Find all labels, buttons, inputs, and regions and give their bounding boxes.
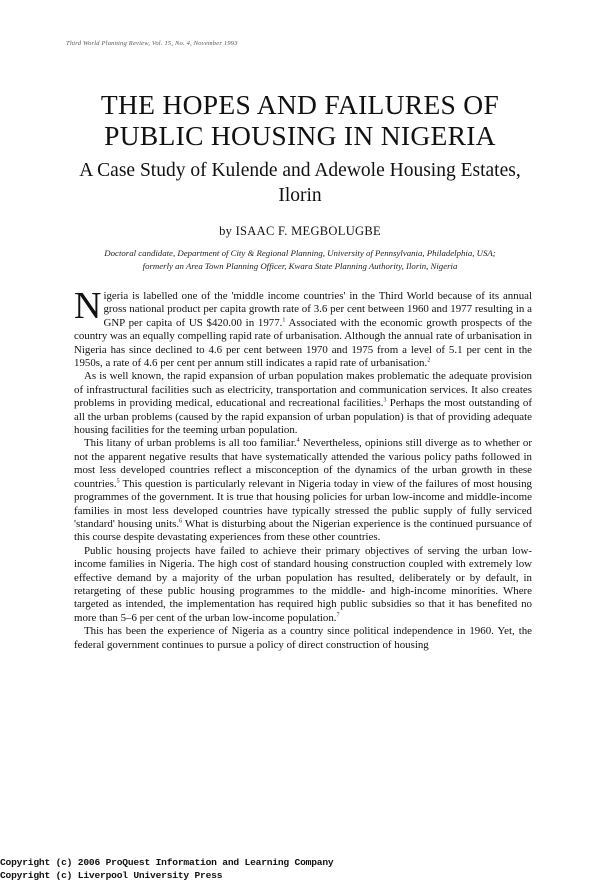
- running-header: Third World Planning Review, Vol. 15, No. 4, November 1993: [66, 40, 238, 47]
- copyright-line-2: Copyright (c) Liverpool University Press: [0, 870, 223, 881]
- footnote-ref-4[interactable]: 4: [296, 437, 300, 444]
- article-title-line-2: PUBLIC HOUSING IN NIGERIA: [104, 120, 496, 151]
- footnote-ref-3[interactable]: 3: [383, 397, 387, 404]
- paragraph-1-text-a: igeria is labelled one of the 'middle income countries' in the Third World because of its annual gross national product per capita growth rate of 3.6 per cent between 1960 and 1977 resulting in a GNP per capita of US $420.00 in 1977.: [103, 290, 532, 329]
- author-affiliation-line-1: Doctoral candidate, Department of City & Regional Planning, University of Pennsylvania, Philadelphia, USA;: [104, 248, 496, 258]
- paragraph-3-text-b: Nevertheless, opinions still diverge as to whether or not the apparent negative results that have systematically attended the various policy paths followed in most less developed countries reflect a misconception of the dynamics of the urban growth in these countries.: [74, 437, 532, 490]
- paragraph-2-text-b: Perhaps the most outstanding of all the urban problems (caused by the rapid expansion of urban population) is that of providing adequate housing facilities for the teeming urban population.: [74, 397, 532, 437]
- paragraph-3-text-c: This question is particularly relevant in Nigeria today in view of the failures of most housing programmes of the government. It is true that housing policies for urban low-income and middle-income families in most less developed countries have typically stressed the public supply of fully serviced 'standard' housing units.: [74, 477, 532, 530]
- paragraph-1: [74, 285, 533, 370]
- paragraph-2: [74, 370, 532, 437]
- paragraph-2-text-a: As is well known, the rapid expansion of urban population makes problematic the adequate provision of infrastructural facilities such as electricity, transportation and communication services. It also creates problems in providing medical, educational and recreational facilities.: [74, 370, 532, 410]
- author-affiliation-line-2: formerly an Area Town Planning Officer, Kwara State Planning Authority, Ilorin, Nigeria: [142, 261, 458, 271]
- paragraph-5: [74, 625, 532, 652]
- author-byline: by ISAAC F. MEGBOLUGBE: [219, 224, 381, 238]
- footnote-ref-7[interactable]: 7: [336, 612, 340, 619]
- footnote-ref-5[interactable]: 5: [116, 478, 120, 485]
- footnote-ref-6[interactable]: 6: [179, 518, 183, 525]
- footnote-ref-2[interactable]: 2: [427, 357, 431, 364]
- copyright-line-1: Copyright (c) 2006 ProQuest Information and Learning Company: [0, 857, 334, 868]
- paragraph-3: [74, 437, 532, 544]
- drop-cap: N: [74, 285, 102, 327]
- paragraph-4: [74, 545, 532, 625]
- paragraph-3-text-a: This litany of urban problems is all too familiar.: [84, 437, 297, 450]
- article-subtitle-line-2: Ilorin: [278, 185, 322, 206]
- article-subtitle-line-1: A Case Study of Kulende and Adewole Housing Estates,: [79, 160, 521, 181]
- paragraph-5-text-a: This has been the experience of Nigeria as a country since political independence in 1960. Yet, the federal government continues to pursue a policy of direct construction of housing: [74, 625, 532, 651]
- paragraph-3-text-d: What is disturbing about the Nigerian experience is the continued pursuance of this course despite devastating experiences from these other countries.: [74, 517, 532, 544]
- article-body: [74, 285, 533, 652]
- article-title-line-1: THE HOPES AND FAILURES OF: [100, 89, 500, 120]
- paragraph-1-text-b: Associated with the economic growth prospects of the country was an equally compelling rapid rate of urbanisation. Although the annual rate of urbanisation in Nigeria has since declined to 4.6 per cent between 1970 and 1975 from a level of 5.1 per cent in the 1950s, a rate of 4.6 per cent per annum still indicates a rapid rate of urbanisation.: [74, 316, 533, 370]
- paragraph-4-text-a: Public housing projects have failed to achieve their primary objectives of serving the urban low-income families in Nigeria. The high cost of standard housing construction coupled with extremely low effective demand by a majority of the urban population has resulted, deliberately or by default, in retargeting of these public housing programmes to the middle- and high-income minorities. Where targeted as intended, the implementation has required high public subsidies so that it has benefited no more than 5–6 per cent of the urban low-income population.: [74, 544, 532, 624]
- footnote-ref-1[interactable]: 1: [282, 317, 286, 324]
